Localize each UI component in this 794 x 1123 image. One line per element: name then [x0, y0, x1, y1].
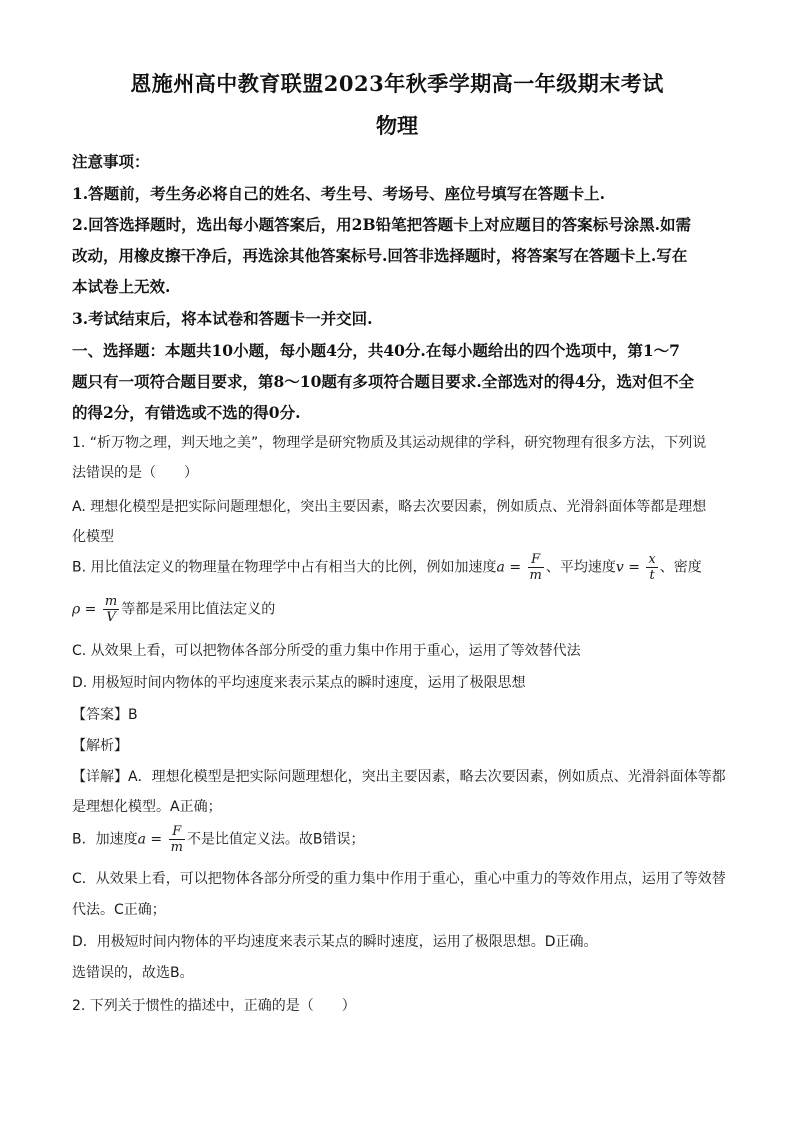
notice-item-2-line-1: 2.回答选择题时，选出每小题答案后，用2B铅笔把答题卡上对应题目的答案标号涂黑.如需 — [72, 215, 691, 234]
notice-heading: 注意事项： — [72, 152, 150, 171]
formula-v-var: v — [615, 559, 624, 576]
detail-b-prefix: B．加速度 — [72, 831, 138, 848]
fraction-f-over-m — [528, 552, 544, 583]
question-1-option-a-line-2: 化模型 — [72, 529, 114, 545]
question-1-stem-line-2: 法错误的是（ ） — [72, 465, 198, 481]
answer-tag: 【答案】 — [72, 707, 128, 723]
fraction-denominator: m — [529, 568, 542, 583]
question-1-option-b-line-2 — [72, 594, 275, 625]
analysis-tag: 【解析】 — [72, 738, 128, 754]
fraction-f-over-m — [169, 824, 185, 855]
notice-item-2-line-2: 改动，用橡皮擦干净后，再选涂其他答案标号.回答非选择题时，将答案写在答题卡上.写在 — [72, 246, 688, 265]
fraction-denominator: m — [170, 840, 183, 855]
answer-line — [72, 704, 138, 724]
question-1-option-a-line-1: A. 理想化模型是把实际问题理想化，突出主要因素，略去次要因素，例如质点、光滑斜面体等都是理想 — [72, 499, 707, 515]
section-1-line-1: 一、选择题：本题共10小题，每小题4分，共40分.在每小题给出的四个选项中，第1～7 — [72, 341, 680, 360]
question-1-option-d: D. 用极短时间内物体的平均速度来表示某点的瞬时速度，运用了极限思想 — [72, 675, 526, 691]
exam-title: 恩施州高中教育联盟2023年秋季学期高一年级期末考试 — [130, 71, 664, 96]
formula-eq: = — [623, 559, 645, 576]
question-2-stem: 2. 下列关于惯性的描述中，正确的是（ ） — [72, 998, 356, 1014]
fraction-x-over-t — [646, 552, 657, 583]
formula-a-var: a — [496, 559, 505, 576]
option-b-suffix: 等都是采用比值法定义的 — [121, 601, 276, 618]
question-1-option-b-line-1 — [72, 552, 702, 583]
detail-b-line — [72, 824, 365, 855]
question-1-stem-line-1: 1. “析万物之理，判天地之美”，物理学是研究物质及其运动规律的学科，研究物理有很多方法，下列说 — [72, 435, 707, 451]
option-b-middle-1: 、平均速度 — [545, 559, 616, 576]
formula-eq: = — [80, 601, 101, 618]
notice-item-2-line-3: 本试卷上无效. — [72, 277, 171, 296]
fraction-numerator: F — [528, 552, 544, 568]
conclusion-line: 选错误的，故选B。 — [72, 965, 194, 981]
detail-d-line: D．用极短时间内物体的平均速度来表示某点的瞬时速度，运用了极限思想。D正确。 — [72, 934, 598, 950]
fraction-denominator: t — [649, 568, 655, 583]
question-1-option-c: C. 从效果上看，可以把物体各部分所受的重力集中作用于重心，运用了等效替代法 — [72, 643, 581, 659]
detail-a-line-2: 是理想化模型。A正确； — [72, 799, 222, 815]
fraction-denominator: V — [106, 610, 116, 625]
formula-eq: = — [504, 559, 526, 576]
formula-eq: = — [145, 831, 167, 848]
option-b-middle-2: 、密度 — [659, 559, 702, 576]
detail-a-text: A．理想化模型是把实际问题理想化，突出主要因素，略去次要因素，例如质点、光滑斜面体等都 — [128, 769, 726, 785]
detail-tag: 【详解】 — [72, 769, 128, 785]
detail-b-suffix: 不是比值定义法。故B错误； — [186, 831, 365, 848]
notice-item-3: 3.考试结束后，将本试卷和答题卡一并交回. — [72, 309, 373, 328]
notice-item-1: 1.答题前，考生务必将自己的姓名、考生号、考场号、座位号填写在答题卡上. — [72, 184, 606, 203]
answer-value: B — [128, 707, 138, 723]
fraction-numerator: x — [648, 552, 656, 567]
fraction-m-over-v — [103, 594, 119, 625]
detail-c-line-1: C．从效果上看，可以把物体各部分所受的重力集中作用于重心，重心中重力的等效作用点，运用了等效替 — [72, 871, 726, 887]
detail-c-line-2: 代法。C正确； — [72, 902, 166, 918]
fraction-numerator: m — [104, 594, 118, 609]
detail-a-line-1 — [72, 766, 726, 786]
section-1-line-3: 的得2分，有错选或不选的得0分. — [72, 403, 301, 422]
section-1-line-2: 题只有一项符合题目要求，第8～10题有多项符合题目要求.全部选对的得4分，选对但不全 — [72, 372, 695, 391]
option-b-prefix: B. 用比值法定义的物理量在物理学中占有相当大的比例，例如加速度 — [72, 559, 497, 576]
formula-rho-var: ρ — [72, 601, 81, 618]
subject-title: 物理 — [376, 113, 418, 138]
fraction-numerator: F — [169, 824, 185, 840]
formula-a-var: a — [137, 831, 146, 848]
